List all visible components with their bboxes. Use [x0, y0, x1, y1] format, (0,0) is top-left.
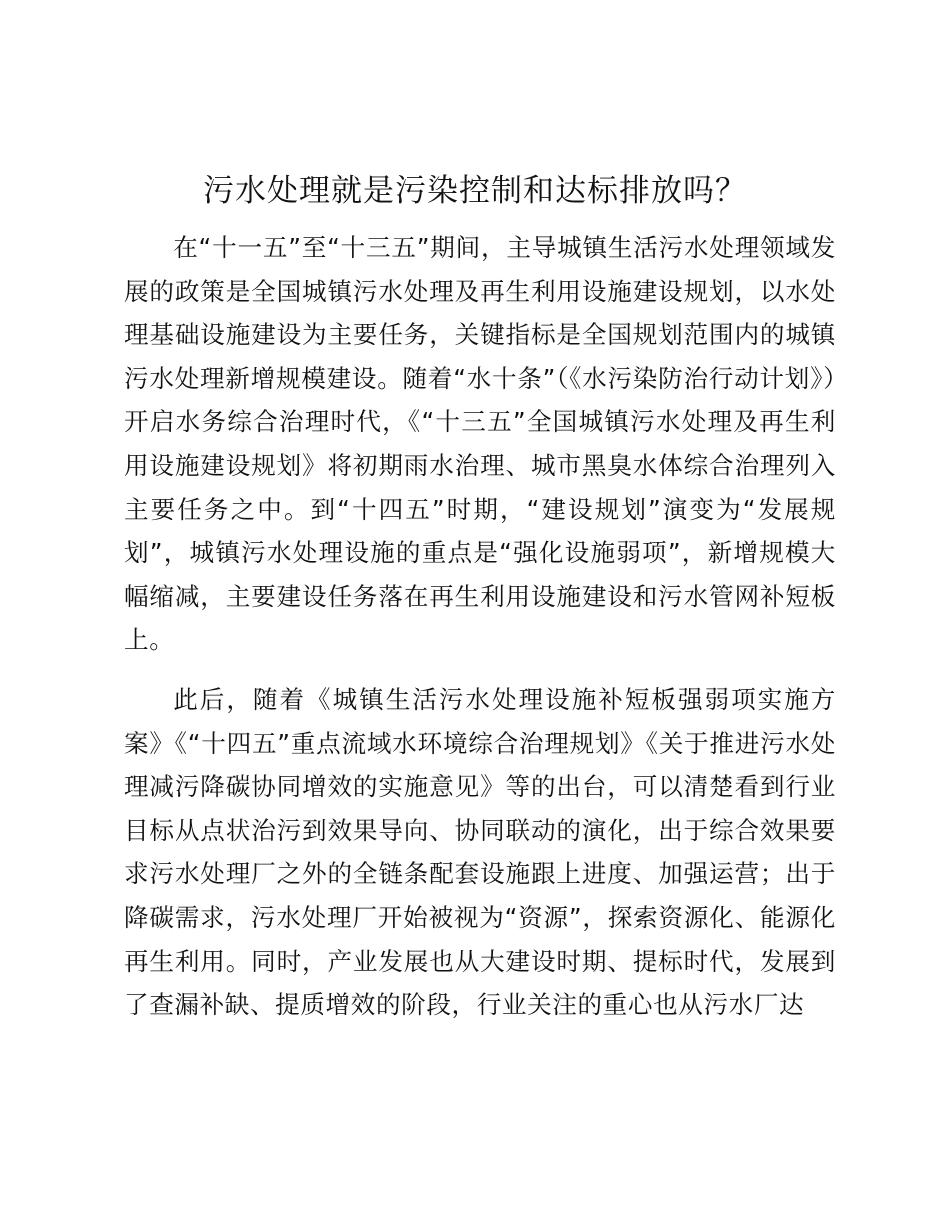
document-body	[124, 226, 836, 1043]
document-title: 污水处理就是污染控制和达标排放吗？	[203, 173, 747, 209]
paragraph-1: 在“十一五”至“十三五”期间，主导城镇生活污水处理领域发展的政策是全国城镇污水处理及再生利用设施建设规划，以水处理基础设施建设为主要任务，关键指标是全国规划范围内的城镇污水处理新增规模建设。随着“水十条”（《水污染防治行动计划》）开启水务综合治理时代，《“十三五”全国城镇污水处理及再生利用设施建设规划》将初期雨水治理、城市黑臭水体综合治理列入主要任务之中。到“十四五”时期，“建设规划”演变为“发展规划”，城镇污水处理设施的重点是“强化设施弱项”，新增规模大幅缩减，主要建设任务落在再生利用设施建设和污水管网补短板上。	[124, 233, 836, 655]
paragraph-2: 此后，随着《城镇生活污水处理设施补短板强弱项实施方案》《“十四五”重点流域水环境综合治理规划》《关于推进污水处理减污降碳协同增效的实施意见》等的出台，可以清楚看到行业目标从点状治污到效果导向、协同联动的演化，出于综合效果要求污水处理厂之外的全链条配套设施跟上进度、加强运营；出于降碳需求，污水处理厂开始被视为“资源”，探索资源化、能源化再生利用。同时，产业发展也从大建设时期、提标时代，发展到了查漏补缺、提质增效的阶段，行业关注的重心也从污水厂达	[124, 684, 836, 1020]
